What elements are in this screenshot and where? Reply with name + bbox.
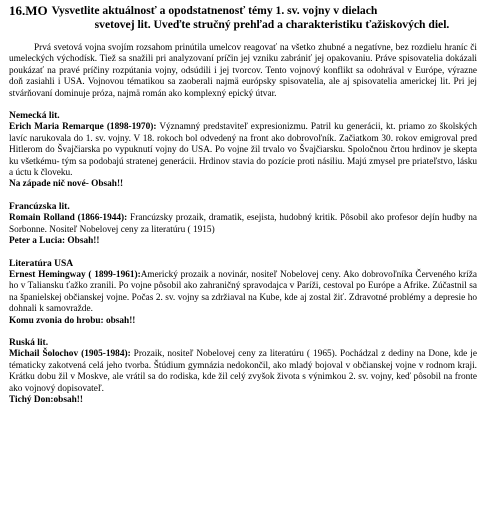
- question-heading: [9, 4, 477, 31]
- work-title: Tichý Don:obsah!!: [9, 394, 83, 405]
- author-name: Ernest Hemingway ( 1899-1961):: [9, 269, 141, 280]
- section-russian: [9, 338, 477, 406]
- section-body: [9, 122, 477, 179]
- work-title: Na západe nič nové- Obsah!!: [9, 179, 124, 190]
- section-body: [9, 213, 477, 236]
- question-line-2: svetovej lit. Uveďte stručný prehľad a charakteristiku ťažiskových diel.: [94, 17, 450, 31]
- work-title: Komu zvonia do hrobu: obsah!!: [9, 315, 136, 326]
- author-name: Romain Rolland (1866-1944):: [9, 213, 128, 224]
- section-body: [9, 349, 477, 395]
- author-name: Michail Šolochov (1905-1984):: [9, 349, 131, 360]
- question-number: 16.MO: [9, 3, 48, 18]
- section-title: Francúzska lit.: [9, 201, 70, 212]
- author-description: Americký prozaik a novinár, nositeľ Nobelovej ceny. Ako dobrovoľníka Červeného kríža ho v Taliansku ťažko zranili. Po vojne pôsobil ako zahraničný spravodajca v Paríži, cestoval po Európe a Afrike. Zúčastnil sa na španielskej občianskej vojne. Počas 2. sv. vojny sa zdržiaval na Kube, kde aj zostal žiť. Zdravotné problémy a depresie ho dohnali k samovražde.: [9, 269, 477, 315]
- section-title: Literatúra USA: [9, 258, 74, 269]
- work-title: Peter a Lucia: Obsah!!: [9, 236, 100, 247]
- author-description: Významný predstaviteľ expresionizmu. Patril ku generácii, kt. priamo zo školských lavíc narukovala do 1. sv. vojny. V 18. rokoch bol odvedený na front ako dobrovoľník. Začiatkom 30. rokov emigroval pred Hitlerom do Švajčiarska po vypuknutí vojny do USA. Po vojne žil trvalo vo Švajčiarsku. Spoločnou črtou hrdinov je skepta ku všetkému- tým sa podobajú stratenej generácii. Hrdinov stavia do pozície proti násiliu. Majú zmysel pre priateľstvo, lásku a úctu k človeku.: [9, 122, 477, 179]
- section-title: Ruská lit.: [9, 337, 49, 348]
- section-french: [9, 202, 477, 248]
- question-text: [52, 4, 477, 31]
- intro-paragraph: Prvá svetová vojna svojím rozsahom prinútila umelcov reagovať na všetko zhubné a negatívne, bez rozdielu hraníc či umeleckých východísk. Tiež sa snažili pri analyzovaní príčin jej vzniku zabrániť jej opakovaniu. Práve spisovatelia dokázali poukázať na pravé príčiny rozpútania vojny, odsúdili i jej tvorcov. Tento vojnový konflikt sa odohrával v Európe, výrazne doň zasiahli i USA. Vojnovou tématikou sa zaoberali najmä európsky spisovatelia, ale aj spisovatelia americkej lit. Pri jej stvárňovaní dominuje próza, najmä román ako komplexný epický útvar.: [9, 43, 477, 99]
- section-body: [9, 270, 477, 316]
- section-title: Nemecká lit.: [9, 111, 60, 122]
- author-name: Erich Maria Remarque (1898-1970):: [9, 122, 157, 133]
- question-line-1: Vysvetlite aktuálnosť a opodstatnenosť témy 1. sv. vojny v dielach: [51, 4, 378, 17]
- section-german: [9, 111, 477, 191]
- author-description: Francúzsky prozaik, dramatik, esejista, hudobný kritik. Pôsobil ako profesor dejín hudby na Sorbonne. Nositeľ Nobelovej ceny za literatúru ( 1915): [9, 213, 478, 235]
- author-description: Prozaik, nositeľ Nobelovej ceny za literatúru ( 1965). Pochádzal z dediny na Done, kde je tématicky zakotvená celá jeho tvorba. Štúdium gymnázia nedokončil, ako mladý bojoval v občianskej vojne v rodnom kraji. Krátku dobu žil v Moskve, ale vrátil sa do rodiska, kde žil celý zvyšok života s výnimkou 2. sv. vojny, keď pôsobil na fronte ako vojnový dopisovateľ.: [9, 349, 477, 394]
- section-usa: [9, 259, 477, 327]
